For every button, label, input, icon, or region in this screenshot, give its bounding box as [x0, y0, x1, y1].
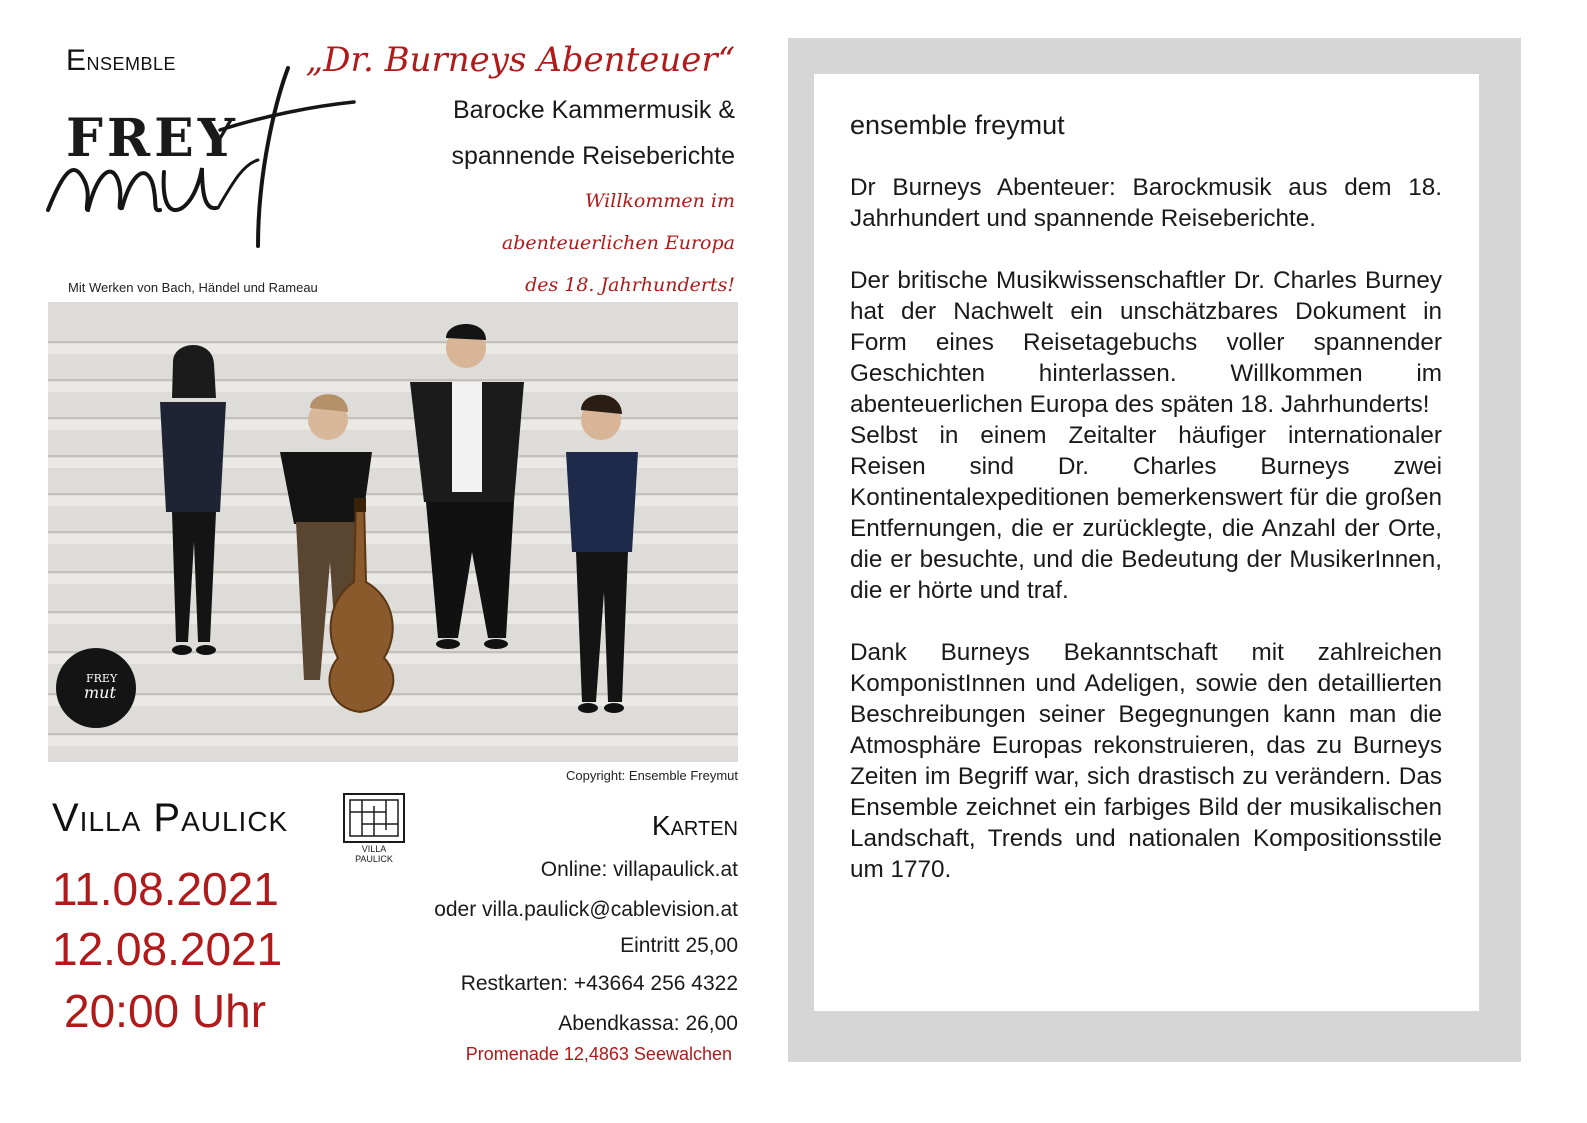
welcome-line-2: abenteuerlichen Europa — [501, 232, 735, 254]
svg-text:mut: mut — [84, 683, 116, 702]
works-note: Mit Werken von Bach, Händel und Rameau — [68, 280, 318, 295]
logo-frey-word: FREY — [66, 108, 239, 169]
description-paragraph-4: Dank Burneys Bekanntschaft mit zahlreichen KomponistInnen und Adeligen, sowie den detaillierten Beschreibungen seiner Begegnungen kann man die Atmosphäre Europas rekonstruieren, das zu Burneys Zeiten im Begriff war, sich drastisch zu verändern. Das Ensemble zeichnet ein farbiges Bild der musikalischen Landschaft, Trends und nationalen Kompositionsstile um 1770. — [850, 639, 1442, 883]
description-title: ensemble freymut — [850, 110, 1065, 140]
event-time: 20:00 Uhr — [64, 985, 267, 1037]
tickets-box-office-price: Abendkassa: 26,00 — [558, 1012, 738, 1035]
welcome-line-1: Willkommen im — [584, 190, 735, 212]
photo-copyright: Copyright: Ensemble Freymut — [566, 768, 738, 783]
villa-paulick-logo — [340, 792, 408, 864]
logo-mut-script — [44, 60, 364, 250]
description-body — [850, 172, 1442, 885]
tickets-email: oder villa.paulick@cablevision.at — [434, 898, 738, 921]
logo-ensemble-word: Ensemble — [66, 44, 177, 77]
ensemble-photo — [48, 302, 738, 762]
date-1: 11.08.2021 — [52, 863, 279, 915]
description-paragraph-2: Der britische Musikwissenschaftler Dr. Charles Burney hat der Nachwelt ein unschätzbares Dokument in Form eines Reisetagebuchs voller spannender Geschichten hinterlassen. Willkommen im abenteuerlichen Europa des späten 18. Jahrhunderts! — [850, 267, 1442, 418]
tickets-phone: Restkarten: +43664 256 4322 — [460, 972, 738, 995]
tickets-heading: Karten — [651, 810, 738, 841]
tickets-online: Online: villapaulick.at — [540, 858, 738, 881]
tickets-entry-price: Eintritt 25,00 — [620, 934, 738, 957]
svg-text:FREY: FREY — [86, 672, 118, 685]
ensemble-photo-illustration — [48, 302, 738, 762]
venue-address: Promenade 12,4863 Seewalchen — [465, 1044, 732, 1064]
date-2: 12.08.2021 — [52, 923, 283, 975]
welcome-line-3: des 18. Jahrhunderts! — [525, 274, 735, 296]
svg-text:PAULICK: PAULICK — [355, 854, 393, 864]
description-paragraph-3: Selbst in einem Zeitalter häufiger internationaler Reisen sind Dr. Charles Burneys zwei Kontinentalexpeditionen bemerkenswert für die großen Entfernungen, die er zurücklegte, die Anzahl der Orte, die er besuchte, und die Bedeutung der MusikerInnen, die er hörte und traf. — [850, 422, 1442, 604]
event-title: „Dr. Burneys Abenteuer“ — [305, 40, 735, 80]
svg-text:VILLA: VILLA — [361, 844, 387, 854]
venue-name: Villa Paulick — [52, 796, 289, 840]
subtitle-line-1: Barocke Kammermusik & — [452, 96, 735, 124]
description-paragraph-1: Dr Burneys Abenteuer: Barockmusik aus dem 18. Jahrhundert und spannende Reiseberichte. — [850, 174, 1442, 232]
subtitle-line-2: spannende Reiseberichte — [451, 142, 735, 170]
